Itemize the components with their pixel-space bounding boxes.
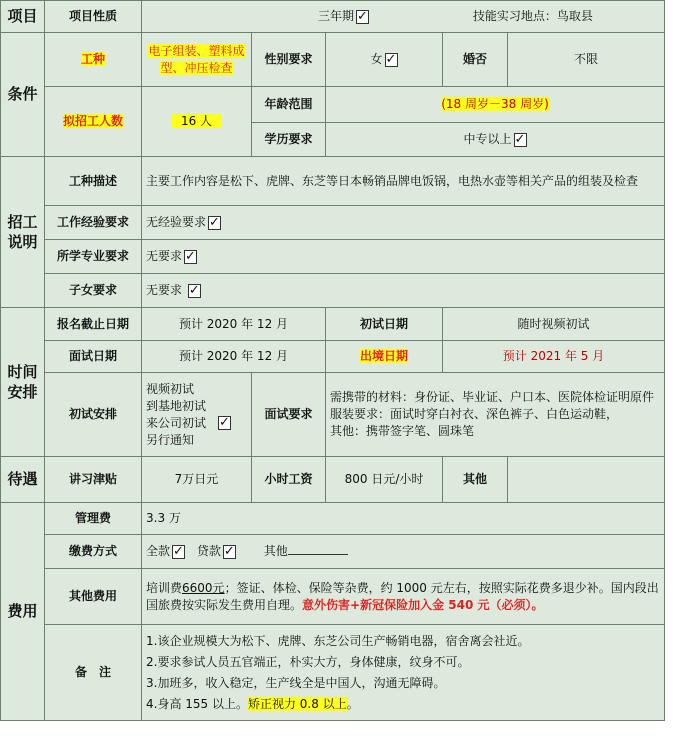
interview-req-value <box>326 373 665 457</box>
children-checkbox-icon <box>188 284 201 298</box>
interview-req-line: 其他：携带签字笔、圆珠笔 <box>330 424 475 438</box>
payment-value <box>142 535 665 569</box>
education-value: 中专以上✓ <box>326 123 665 157</box>
header-nature-value <box>142 1 665 33</box>
mgmt-fee-label: 管理费 <box>45 503 142 535</box>
gender-checkbox-icon <box>385 53 398 67</box>
departure-value: 预计 2021 年 5 月 <box>443 341 665 373</box>
payment-other: 其他 <box>263 544 288 559</box>
age-label: 年龄范围 <box>252 87 326 123</box>
gender-label: 性别要求 <box>252 33 326 87</box>
remarks-value <box>142 625 665 721</box>
age-value: (18 周岁－38 周岁) <box>326 87 665 123</box>
payment-full-checkbox-icon <box>172 545 185 559</box>
remark-line: 3.加班多，收入稳定，生产线全是中国人，沟通无障碍。 <box>146 675 446 690</box>
location-label: 技能实习地点： <box>472 9 557 24</box>
interview-req-label: 面试要求 <box>252 373 326 457</box>
first-test-date-value: 随时视频初试 <box>443 308 665 341</box>
payment-loan-checkbox-icon <box>223 545 236 559</box>
option-company: 来公司初试✓ <box>146 415 247 432</box>
mgmt-fee-value: 3.3 万 <box>142 503 665 535</box>
remarks-label: 备 注 <box>45 625 142 721</box>
payment-full: 全款 <box>146 544 171 559</box>
job-desc-value: 主要工作内容是松下、虎牌、东芝等日本畅销品牌电饭锅，电热水壶等相关产品的组装及检查 <box>142 157 665 206</box>
deadline-value: 预计 2020 年 12 月 <box>142 308 326 341</box>
interview-date-value: 预计 2020 年 12 月 <box>142 341 326 373</box>
other-fees-label: 其他费用 <box>45 569 142 625</box>
section-conditions: 条件 <box>1 33 45 157</box>
children-value: 无要求 ✓ <box>142 274 665 308</box>
recruit-count-label: 拟招工人数 <box>45 87 142 157</box>
period-text: 三年期 <box>318 9 355 24</box>
treatment-other-value <box>508 457 665 503</box>
job-type-label: 工种 <box>45 33 142 87</box>
section-schedule: 时间安排 <box>1 308 45 457</box>
major-value: 无要求✓ <box>142 240 665 274</box>
education-label: 学历要求 <box>252 123 326 157</box>
other-fees-value: 培训费6600元；签证、体检、保险等杂费，约 1000 元左右，按照实际花费多退少补。国内段出国旅费按实际发生费用自理。意外伤害+新冠保险加入金 540 元（必须）。 <box>142 569 665 625</box>
hourly-label: 小时工资 <box>252 457 326 503</box>
experience-checkbox-icon <box>208 216 221 230</box>
option-notify: 另行通知 <box>146 432 195 447</box>
major-label: 所学专业要求 <box>45 240 142 274</box>
major-checkbox-icon <box>184 250 197 264</box>
option-base: 到基地初试 <box>146 398 207 413</box>
section-treatment: 待遇 <box>1 457 45 503</box>
interview-req-line: 需携带的材料：身份证、毕业证、户口本、医院体检证明原件 <box>330 390 655 404</box>
interview-req-line: 服装要求：面试时穿白衬衣、深色裤子、白色运动鞋， <box>330 407 619 421</box>
option-video: 视频初试 <box>146 381 195 396</box>
job-desc-label: 工种描述 <box>45 157 142 206</box>
recruit-count-value: 16 人 <box>142 87 252 157</box>
location-value: 鸟取县 <box>556 9 593 24</box>
education-checkbox-icon <box>514 133 527 147</box>
option-company-checkbox-icon <box>218 416 231 430</box>
training-fee: 6600元 <box>182 581 225 596</box>
departure-label: 出境日期 <box>326 341 443 373</box>
marital-label: 婚否 <box>443 33 508 87</box>
remark-line: 1.该企业规模大为松下、虎牌、东芝公司生产畅销电器，宿舍离会社近。 <box>146 633 530 648</box>
interview-date-label: 面试日期 <box>45 341 142 373</box>
gender-value: 女✓ <box>326 33 443 87</box>
experience-label: 工作经验要求 <box>45 206 142 240</box>
section-fees: 费用 <box>1 503 45 721</box>
payment-other-blank <box>288 544 348 555</box>
payment-label: 缴费方式 <box>45 535 142 569</box>
section-recruitment: 招工说明 <box>1 157 45 308</box>
experience-value: 无经验要求✓ <box>142 206 665 240</box>
header-nature-label: 项目性质 <box>45 1 142 33</box>
remark-line: 2.要求参试人员五官端正，朴实大方，身体健康，纹身不可。 <box>146 654 470 669</box>
job-type-value: 电子组装、塑料成型、冲压检查 <box>142 33 252 87</box>
period-checkbox-icon <box>356 10 369 24</box>
header-project: 项目 <box>1 1 45 33</box>
hourly-value: 800 日元/小时 <box>326 457 443 503</box>
first-test-arrange-label: 初试安排 <box>45 373 142 457</box>
children-label: 子女要求 <box>45 274 142 308</box>
marital-value: 不限 <box>508 33 665 87</box>
treatment-other-label: 其他 <box>443 457 508 503</box>
insurance-text: 意外伤害+新冠保险加入金 540 元（必须）。 <box>302 597 544 612</box>
deadline-label: 报名截止日期 <box>45 308 142 341</box>
first-test-options <box>142 373 252 457</box>
allowance-label: 讲习津贴 <box>45 457 142 503</box>
remark-line: 4.身高 155 以上。矫正视力 0.8 以上。 <box>146 696 359 711</box>
payment-loan: 贷款 <box>196 544 221 559</box>
allowance-value: 7万日元 <box>142 457 252 503</box>
remark-vision-highlight: 矫正视力 0.8 以上 <box>247 696 347 711</box>
first-test-date-label: 初试日期 <box>326 308 443 341</box>
